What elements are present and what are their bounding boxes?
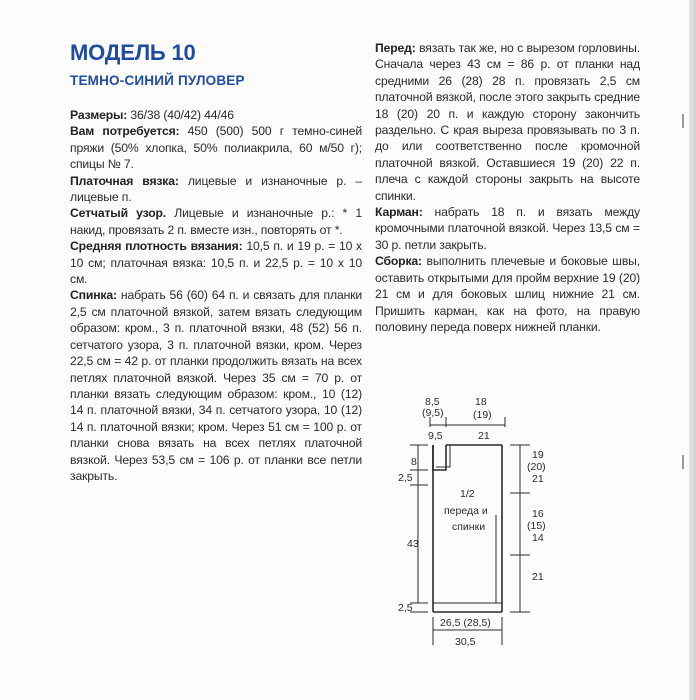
- garter-text: лицевые и изнаночные р. – лицевые п.: [70, 173, 362, 205]
- assembly-label: Сборка:: [375, 254, 422, 269]
- dim-neck-band: 2,5: [398, 472, 413, 484]
- garter-paragraph: [70, 173, 362, 206]
- dim-slit: 21: [532, 571, 544, 583]
- front-paragraph: [375, 40, 640, 204]
- model-subtitle: ТЕМНО-СИНИЙ ПУЛОВЕР: [70, 73, 245, 88]
- front-label: Перед:: [375, 41, 416, 55]
- sizes-label: Размеры:: [70, 108, 128, 122]
- model-title: МОДЕЛЬ 10: [70, 40, 196, 65]
- back-text: набрать 56 (60) 64 п. и связать для планки 2,5 см платочной вязкой, затем вязать следующим образом: кром., 3 п. платочной вязки, 48 (52) 56 п. сетчатого узора, 3 п. платочной вязки, кром. Через 22,5 см = 42 р. от планки продолжить вязать на всех петлях платочной вязкой. Через 35 см = 70 р. от планки вязать следующим образом: кром., 10 (12) 14 п. платочной вязки, 34 п. сетчатого узора, 10 (12) 14 п. платочной вязки; кром. Через 51 см = 100 р. от планки снова вязать на всех петлях платочной вязкой. Через 53,5 см = 106 р. от планки все петли закрыть.: [70, 288, 362, 483]
- materials-text: 450 (500) 500 г темно-синей пряжи (50% хлопка, 50% полиакрила, 60 м/50 г); спицы № 7.: [70, 124, 362, 172]
- pocket-paragraph: [375, 204, 640, 253]
- dim-body-height: 43: [407, 538, 419, 550]
- mesh-paragraph: [70, 205, 362, 238]
- page-spine: [689, 0, 696, 700]
- gauge-text: 10,5 п. и 19 р. = 10 х 10 см; платочная вязка: 10,5 п. и 22,5 р. = 10 х 10 см.: [70, 239, 363, 287]
- dim-shoulder-3: 21: [478, 430, 490, 442]
- dim-shoulder-2: (19): [473, 409, 492, 421]
- dim-mid-2: (15): [527, 520, 546, 532]
- dim-neck-depth: 8: [411, 456, 417, 468]
- dim-mid-3: 14: [532, 532, 544, 544]
- dim-hem-band: 2,5: [398, 602, 413, 614]
- gauge-label: Средняя плотность вязания:: [70, 239, 243, 254]
- dim-armhole-3: 21: [532, 473, 544, 485]
- assembly-paragraph: [375, 253, 640, 335]
- mesh-label: Сетчатый узор.: [70, 206, 167, 221]
- front-text: вязать так же, но с вырезом горловины. Сначала через 43 см = 86 р. от планки над средними 26 (28) 28 п. провязать 2,5 см платочной вязкой, после этого закрыть средние 18 (20) 20 п. и каждую сторону закончить раздельно. С края выреза провязывать по 3 п. до или соответственно после кромочной платочной вязкой. Оставшиеся 19 (20) 22 п. плеча с каждой стороны закрыть на высоте спинки.: [375, 41, 640, 203]
- schematic-label-3: спинки: [452, 521, 486, 533]
- gauge-paragraph: [70, 238, 362, 287]
- dim-mid-1: 16: [532, 508, 544, 520]
- sizes-paragraph: [70, 107, 362, 123]
- instructions-right-column: [375, 40, 640, 335]
- schematic-label-1: 1/2: [460, 488, 475, 500]
- schematic-label-2: переда и: [444, 505, 488, 517]
- materials-label: Вам потребуется:: [70, 124, 180, 139]
- dim-neck-1: 8,5: [425, 396, 440, 408]
- garter-label: Платочная вязка:: [70, 173, 179, 188]
- spine-mark-bottom: [682, 455, 684, 469]
- dim-shoulder-1: 18: [475, 396, 487, 408]
- back-label: Спинка:: [70, 288, 117, 303]
- dim-width-2: 30,5: [455, 636, 476, 648]
- back-paragraph: [70, 287, 362, 484]
- neck-band: [436, 445, 450, 467]
- dim-width-1: 26,5 (28,5): [440, 617, 491, 629]
- dim-armhole-1: 19: [532, 449, 544, 461]
- materials-paragraph: [70, 123, 362, 172]
- dim-armhole-2: (20): [527, 461, 546, 473]
- dim-neck-3: 9,5: [428, 430, 443, 442]
- neckline: [433, 445, 446, 470]
- pocket-text: набрать 18 п. и вязать между кромочными платочной вязкой. Через 13,5 см = 30 р. петли закрыть.: [375, 205, 640, 252]
- mesh-text: Лицевые и изнаночные р.: * 1 накид, провязать 2 п. вместе изн., повторять от *.: [70, 206, 362, 237]
- pocket-label: Карман:: [375, 205, 423, 220]
- dim-neck-2: (9,5): [422, 407, 444, 419]
- sizes-text: 36/38 (40/42) 44/46: [127, 108, 234, 122]
- spine-mark-top: [682, 114, 684, 128]
- pattern-schematic: [380, 395, 560, 655]
- assembly-text: выполнить плечевые и боковые швы, оставить открытыми для пройм верхние 19 (20) 21 см и для боковых шлиц нижние 21 см. Пришить карман, как на фото, на правую половину переда поверх нижней планки.: [375, 254, 640, 334]
- instructions-left-column: [70, 107, 362, 484]
